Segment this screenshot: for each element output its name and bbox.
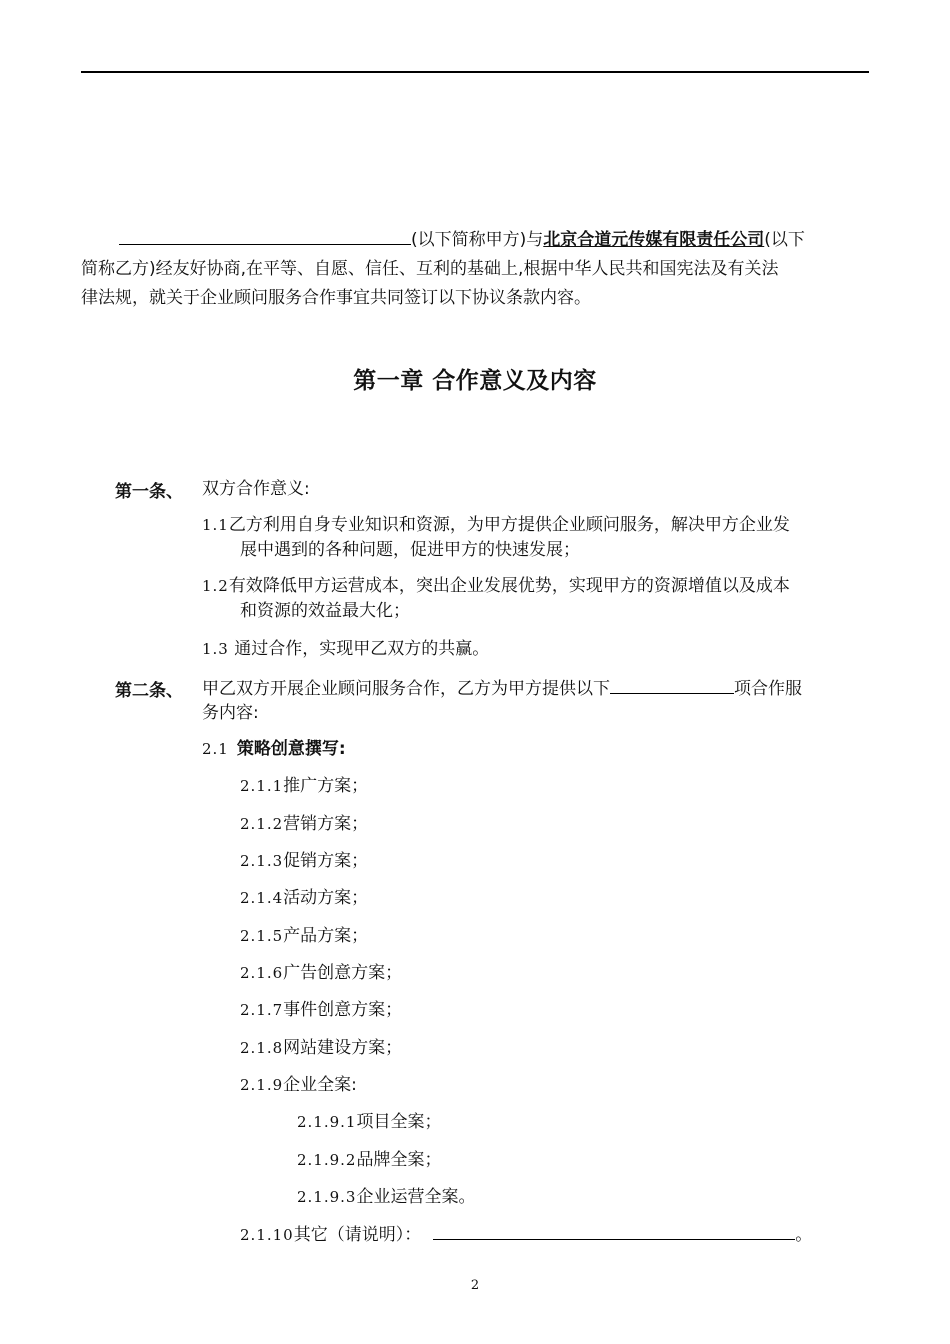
page-number: 2 bbox=[470, 1278, 480, 1293]
party-a-blank-field[interactable] bbox=[119, 227, 411, 245]
list-item: 2.1.9.2品牌全案； bbox=[297, 1150, 442, 1170]
list-item: 2.1.2营销方案； bbox=[240, 814, 369, 834]
list-item: 2.1.9企业全案: bbox=[240, 1075, 357, 1095]
intro-text: (以下简称甲方)与 bbox=[411, 230, 544, 250]
list-item: 2.1.8网站建设方案； bbox=[240, 1038, 403, 1058]
clause-1-1-line1: 1.1乙方利用自身专业知识和资源，为甲方提供企业顾问服务，解决甲方企业发 bbox=[202, 515, 790, 535]
header-rule bbox=[81, 71, 869, 73]
list-item: 2.1.1推广方案； bbox=[240, 776, 369, 796]
other-description-blank-field[interactable] bbox=[433, 1222, 795, 1240]
list-item: 2.1.6广告创意方案； bbox=[240, 963, 403, 983]
clause-1-1-line2: 展中遇到的各种问题，促进甲方的快速发展； bbox=[240, 540, 580, 560]
list-item: 2.1.5产品方案； bbox=[240, 926, 369, 946]
article-1-title: 双方合作意义: bbox=[202, 479, 310, 499]
article-2-line2: 务内容: bbox=[202, 703, 259, 723]
clause-1-2-line1: 1.2有效降低甲方运营成本，突出企业发展优势，实现甲方的资源增值以及成本 bbox=[202, 576, 790, 596]
party-b-name: 北京合道元传媒有限责任公司 bbox=[543, 230, 765, 250]
chapter-title: 第一章 合作意义及内容 bbox=[353, 368, 597, 394]
intro-paragraph bbox=[81, 226, 869, 313]
service-count-blank-field[interactable] bbox=[610, 676, 734, 694]
list-item: 2.1.9.3企业运营全案。 bbox=[297, 1187, 476, 1207]
intro-line-2: 简称乙方)经友好协商,在平等、自愿、信任、互利的基础上,根据中华人民共和国宪法及有关法 bbox=[81, 259, 779, 279]
list-item: 2.1.4活动方案； bbox=[240, 888, 369, 908]
list-item: 2.1.3促销方案； bbox=[240, 851, 369, 871]
clause-1-3: 1.3 通过合作，实现甲乙双方的共赢。 bbox=[202, 639, 490, 659]
article-2-label: 第二条、 bbox=[115, 681, 183, 701]
intro-line-3: 律法规，就关于企业顾问服务合作事宜共同签订以下协议条款内容。 bbox=[81, 288, 591, 308]
intro-line-1 bbox=[81, 226, 869, 255]
other-item: 2.1.10其它（请说明）： 。 bbox=[240, 1222, 812, 1248]
intro-text: (以下 bbox=[764, 230, 805, 250]
section-2-1: 2.1 策略创意撰写: bbox=[202, 739, 346, 759]
list-item: 2.1.7事件创意方案； bbox=[240, 1000, 403, 1020]
list-item: 2.1.9.1项目全案； bbox=[297, 1112, 442, 1132]
article-1-label: 第一条、 bbox=[115, 482, 183, 502]
article-2-line1: 甲乙双方开展企业顾问服务合作，乙方为甲方提供以下 项合作服 bbox=[202, 676, 802, 702]
clause-1-2-line2: 和资源的效益最大化； bbox=[240, 601, 410, 621]
